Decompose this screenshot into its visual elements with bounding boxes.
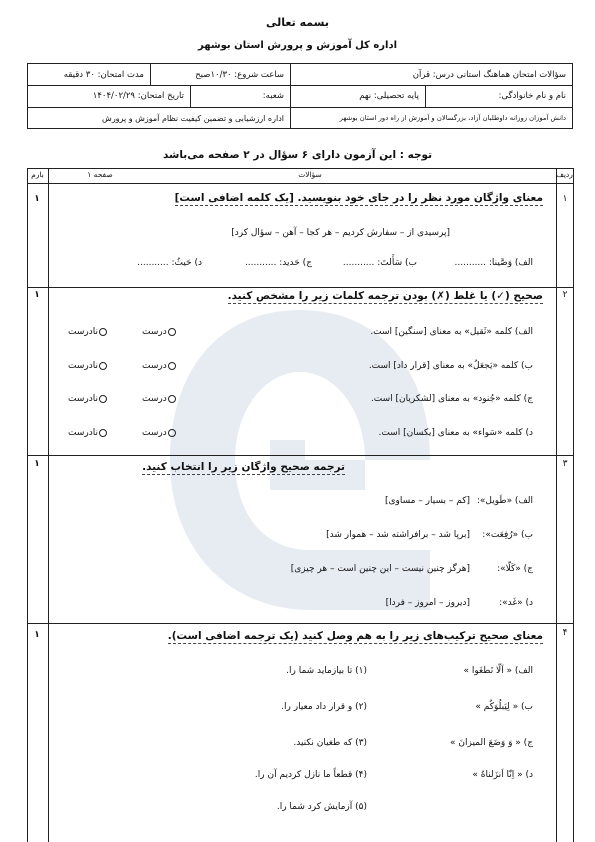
start-time: ساعت شروع: ۱۰/۳۰صبح	[195, 69, 284, 80]
option-wrong-c[interactable]: نادرست	[68, 394, 107, 404]
score-col-header: بارم	[31, 170, 44, 179]
questions-col-header: سؤالات	[298, 170, 322, 179]
question-title: معنای واژگان مورد نظر را در جای خود بنویسید. [یک کلمه اضافی است]	[174, 192, 543, 204]
radio-icon	[99, 328, 107, 336]
radio-icon	[99, 362, 107, 370]
question-number: ۴	[562, 628, 568, 638]
question-score: ۱	[34, 630, 40, 640]
question-score: ۱	[34, 194, 40, 204]
option-correct-b[interactable]: درست	[142, 361, 176, 371]
choices-c[interactable]: [هرگز چنین نیست – این چنین است – هر چیزی]	[290, 564, 470, 574]
exam-date: تاریخ امتحان: ۱۴۰۴/۰۲/۲۹	[92, 91, 184, 101]
option-wrong-b[interactable]: نادرست	[68, 361, 107, 371]
option-correct-a[interactable]: درست	[142, 327, 176, 337]
question-number: ۲	[562, 290, 568, 300]
match-answer-2[interactable]: (۲) و قرار داد معیار را.	[281, 702, 367, 712]
option-wrong-a[interactable]: نادرست	[68, 327, 107, 337]
question-number: ۳	[562, 459, 568, 469]
word-a: الف) «طَویل»:	[476, 496, 533, 506]
radio-icon	[168, 328, 176, 336]
student-name-field: نام و نام خانوادگی:	[498, 91, 566, 101]
choices-b[interactable]: [برپا شد – برافراشته شد – هموار شد]	[326, 530, 470, 540]
match-item-c: ج) « وَ وَضَعَ المیزانَ »	[450, 738, 533, 748]
exam-duration: مدت امتحان: ۳۰ دقیقه	[63, 69, 144, 80]
match-item-d: د) « اِنّا اَنزَلناهُ »	[472, 770, 533, 780]
match-item-a: الف) « اَلّا تَطغَوا »	[463, 666, 533, 676]
choices-a[interactable]: [کم – بسیار – مساوی]	[384, 496, 470, 506]
option-correct-d[interactable]: درست	[142, 428, 176, 438]
grade-field: پایه تحصیلی: نهم	[359, 91, 419, 101]
blank-item-c[interactable]: ج) حَدید: ...........	[244, 258, 312, 268]
statement-b: ب) کلمه «یَجعَلُ» به معنای [قرار داد] است.	[368, 361, 533, 371]
radio-icon	[168, 395, 176, 403]
exam-title: سؤالات امتحان هماهنگ استانی درس: قرآن	[412, 69, 566, 80]
option-correct-c[interactable]: درست	[142, 394, 176, 404]
radio-icon	[168, 362, 176, 370]
page-title: اداره کل آموزش و پرورش استان بوشهر	[198, 40, 397, 51]
word-d: د) «غَد»:	[499, 598, 533, 608]
statement-c: ج) کلمه «جُنود» به معنای [لشکریان] است.	[370, 394, 533, 404]
target-students: دانش آموزان روزانه داوطلبان آزاد، بزرگسالان و آموزش از راه دور استان بوشهر	[339, 114, 566, 122]
match-answer-5[interactable]: (۵) آزمایش کرد شما را.	[276, 802, 367, 812]
question-title: ترجمه صحیح واژگان زیر را انتخاب کنید.	[142, 461, 345, 473]
statement-a: الف) کلمه «ثَقیل» به معنای [سنگین] است.	[370, 327, 533, 337]
match-item-b: ب) « لِیَبلُوَکُم »	[475, 702, 533, 712]
word-b: ب) «رُفِعَت»:	[482, 530, 533, 540]
exam-note: توجه : این آزمون دارای ۶ سؤال در ۲ صفحه می‌باشد	[162, 149, 433, 161]
evaluation-office: اداره ارزشیابی و تضمین کیفیت نظام آموزش و پرورش	[102, 113, 284, 123]
question-score: ۱	[34, 459, 40, 469]
branch-field: شعبه:	[262, 91, 284, 101]
word-c: ج) «کَلّا»:	[497, 564, 533, 574]
choices-d[interactable]: [دیروز – امروز – فردا]	[385, 598, 470, 608]
blank-item-d[interactable]: د) حَیثُ: ...........	[137, 258, 202, 268]
blank-item-a[interactable]: الف) وَصَّینا: ...........	[454, 258, 533, 268]
radio-icon	[99, 395, 107, 403]
question-number: ۱	[562, 194, 568, 204]
exam-info-table	[27, 63, 573, 129]
page-basmala: بسمه تعالی	[266, 16, 329, 29]
question-title: صحیح (✓) یا غلط (✗) بودن ترجمه کلمات زیر را مشخص کنید.	[227, 290, 543, 302]
radio-icon	[168, 429, 176, 437]
match-answer-1[interactable]: (۱) تا بیازماید شما را.	[286, 666, 367, 676]
question-title: معنای صحیح ترکیب‌های زیر را به هم وصل کنید (یک ترجمه اضافی است).	[167, 630, 543, 642]
question-score: ۱	[34, 290, 40, 300]
match-answer-3[interactable]: (۳) که طغیان نکنید.	[293, 738, 367, 748]
row-col-header: ردیف	[556, 170, 573, 179]
page-number: صفحه ۱	[87, 170, 113, 179]
statement-d: د) کلمه «سَواء» به معنای [یکسان] است.	[378, 428, 533, 438]
match-answer-4[interactable]: (۴) قطعاً ما نازل کردیم آن را.	[254, 770, 367, 780]
blank-item-b[interactable]: ب) سَأَلتَ: ...........	[342, 258, 417, 268]
word-bank: [پرسیدی از – سفارش کردیم – هر کجا – آهن – سؤال کرد]	[231, 228, 450, 238]
radio-icon	[99, 429, 107, 437]
option-wrong-d[interactable]: نادرست	[68, 428, 107, 438]
